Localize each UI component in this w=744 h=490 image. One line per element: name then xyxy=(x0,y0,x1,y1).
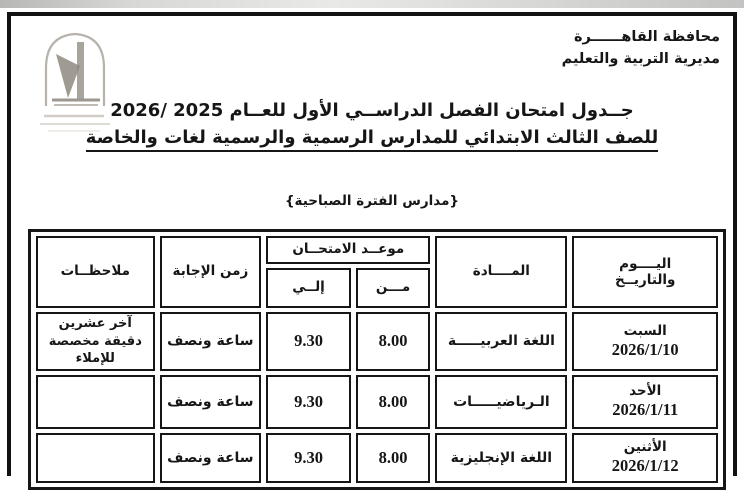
morning-shift-subtitle: {مدارس الفترة الصباحية} xyxy=(284,193,460,209)
notes-cell xyxy=(36,433,155,483)
grade-and-schools-line: للصف الثالث الابتدائي للمدارس الرسمية والرسمية لغات والخاصة xyxy=(0,129,744,152)
col-header-notes: ملاحظــات xyxy=(36,236,155,308)
col-header-day-date: اليــــوم والتاريــخ xyxy=(572,236,718,308)
duration-cell: ساعة ونصف xyxy=(160,312,262,371)
letterhead xyxy=(562,26,720,71)
org-name: محافظة القاهــــــرة xyxy=(574,29,720,45)
duration-cell: ساعة ونصف xyxy=(160,433,262,483)
day-cell: الأثنين 2026/1/12 xyxy=(572,433,718,483)
exam-schedule-table xyxy=(28,229,726,490)
col-header-subject: المــــادة xyxy=(435,236,567,308)
col-header-from: مـــن xyxy=(356,268,431,308)
table-row xyxy=(36,433,718,483)
notes-cell: آخر عشرين دقيقة مخصصة للإملاء xyxy=(36,312,155,371)
exam-schedule-title: جــدول امتحان الفصل الدراســي الأول للعــام 2025 /2026 xyxy=(110,100,634,121)
subject-cell: اللغة العربيـــــة xyxy=(435,312,567,371)
to-time-cell: 9.30 xyxy=(266,312,351,371)
table-row xyxy=(36,312,718,371)
subject-cell: الـرياضيـــــات xyxy=(435,375,567,429)
subject-cell: اللغة الإنجليزية xyxy=(435,433,567,483)
duration-cell: ساعة ونصف xyxy=(160,375,262,429)
table-row xyxy=(36,375,718,429)
col-header-to: إلــي xyxy=(266,268,351,308)
day-cell: الأحد 2026/1/11 xyxy=(572,375,718,429)
to-time-cell: 9.30 xyxy=(266,433,351,483)
col-header-duration: زمن الإجابة xyxy=(160,236,262,308)
scan-edge-artifact xyxy=(0,0,744,8)
col-header-exam-time: موعــد الامتحــان xyxy=(266,236,430,264)
day-cell: السبت 2026/1/10 xyxy=(572,312,718,371)
to-time-cell: 9.30 xyxy=(266,375,351,429)
notes-cell xyxy=(36,375,155,429)
from-time-cell: 8.00 xyxy=(356,375,431,429)
title-block xyxy=(0,102,744,152)
from-time-cell: 8.00 xyxy=(356,433,431,483)
org-department: مديرية التربية والتعليم xyxy=(561,51,720,68)
from-time-cell: 8.00 xyxy=(356,312,431,371)
